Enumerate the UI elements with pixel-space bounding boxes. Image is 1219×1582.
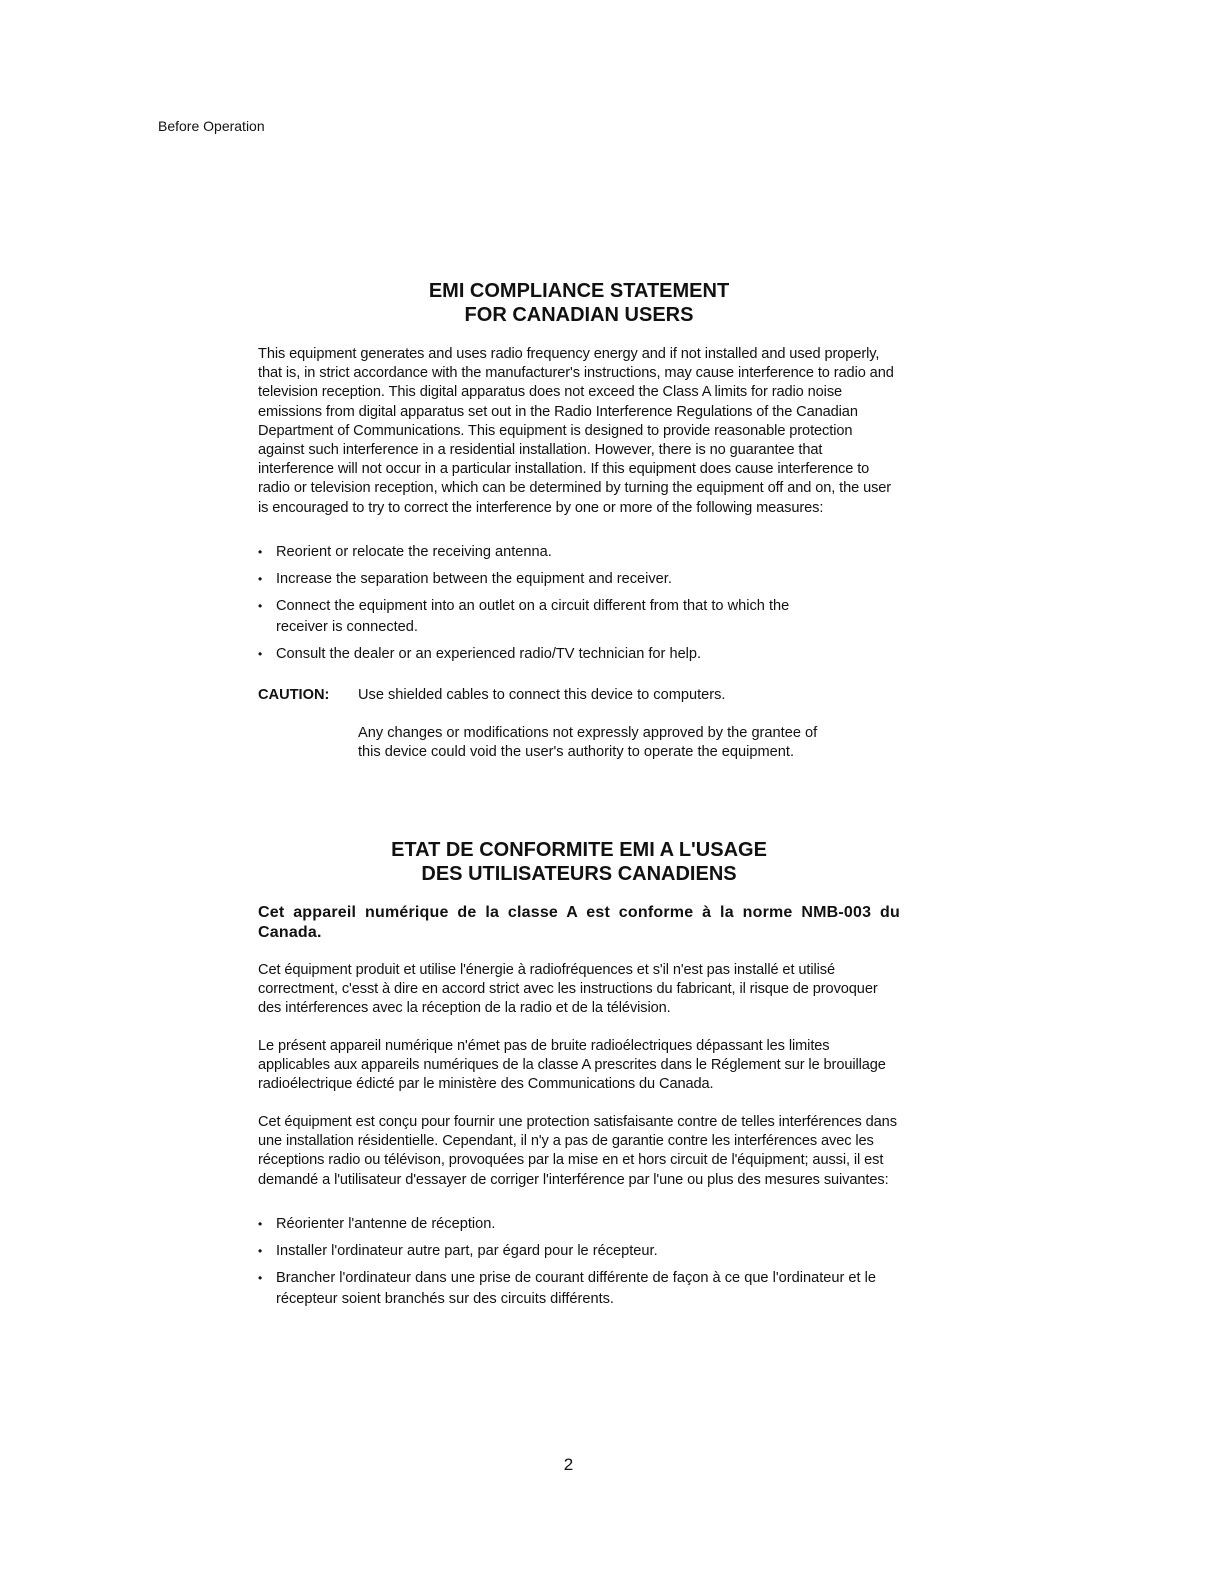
french-compliance-statement: Cet appareil numérique de la classe A est conforme à la norme NMB-003 du Canada.: [258, 904, 900, 941]
page-number: 2: [563, 1455, 574, 1474]
french-para3: [258, 1113, 900, 1190]
french-title-line1: ETAT DE CONFORMITE EMI A L'USAGE: [391, 839, 767, 861]
english-section: [258, 279, 900, 327]
list-item: • Réorienter l'antenne de réception.: [258, 1214, 900, 1235]
caution-label: CAUTION:: [258, 687, 330, 703]
bullet-icon: •: [258, 599, 263, 613]
french-bullets: [258, 1214, 900, 1316]
list-item: • Reorient or relocate the receiving antenna.: [258, 542, 900, 563]
bullet-icon: •: [258, 545, 263, 559]
english-title-line2: FOR CANADIAN USERS: [464, 304, 694, 326]
bullet-icon: •: [258, 1271, 263, 1285]
running-header: Before Operation: [158, 118, 265, 134]
french-para2: [258, 1037, 900, 1095]
list-item: • Installer l'ordinateur autre part, par égard pour le récepteur.: [258, 1241, 900, 1262]
list-item: • Connect the equipment into an outlet on a circuit different from that to which the receiver is connected.: [258, 598, 790, 635]
french-title-line2: DES UTILISATEURS CANADIENS: [421, 863, 737, 885]
french-bold-statement: [258, 903, 900, 943]
bullet-icon: •: [258, 1217, 263, 1231]
list-item: • Brancher l'ordinateur dans une prise de courant différente de façon à ce que l'ordinateur et le récepteur soient branchés sur des circuits différents.: [258, 1270, 876, 1307]
english-body-paragraph: This equipment generates and uses radio frequency energy and if not installed and used properly, that is, in strict accordance with the manufacturer's instructions, may cause interference to radio and television reception. This digital apparatus does not exceed the Class A limits for radio noise emissions from digital apparatus set out in the Radio Interference Regulations of the Canadian Department of Communications. This equipment is designed to provide reasonable protection against such interference in a residential installation. However, there is no guarantee that interference will not occur in a particular installation. If this equipment does cause interference to radio or television reception, which can be determined by turning the equipment off and on, the user is encouraged to try to correct the interference by one or more of the following measures:: [258, 346, 894, 516]
caution-text-modifications: Any changes or modifications not expressly approved by the grantee of this device could void the user's authority to operate the equipment.: [358, 725, 818, 760]
french-title: [258, 838, 900, 886]
french-paragraph-3: Cet équipment est conçu pour fournir une protection satisfaisante contre de telles interférences dans une installation résidentielle. Cependant, il n'y a pas de garantie contre les interférences avec les réceptions radio ou télévison, provoquées par la mise en et hors circuit de l'équipment; aussi, il est demandé a l'utilisateur d'essayer de corriger l'interférence par l'une ou plus des mesures suivantes:: [258, 1114, 897, 1188]
french-para1: [258, 961, 900, 1019]
bullet-icon: •: [258, 572, 263, 586]
caution-block: [258, 686, 900, 781]
list-item: • Consult the dealer or an experienced radio/TV technician for help.: [258, 644, 900, 665]
bullet-icon: •: [258, 647, 263, 661]
list-item: • Increase the separation between the equipment and receiver.: [258, 569, 900, 590]
caution-text-shielded: Use shielded cables to connect this device to computers.: [358, 687, 726, 703]
french-paragraph-2: Le présent appareil numérique n'émet pas de bruite radioélectriques dépassant les limites applicables aux appareils numériques de la classe A prescrites dans le Réglement sur le brouillage radioélectrique édicté par le ministère des Communications du Canada.: [258, 1038, 886, 1093]
english-bullets: [258, 542, 900, 671]
english-title-line1: EMI COMPLIANCE STATEMENT: [428, 280, 730, 302]
bullet-icon: •: [258, 1244, 263, 1258]
french-paragraph-1: Cet équipment produit et utilise l'énergie à radiofréquences et s'il n'est pas installé et utilisé correctment, c'esst à dire en accord strict avec les instructions du fabricant, il risque de provoquer des intérferences avec la réception de la radio et de la télévision.: [258, 962, 878, 1017]
french-bullet-list: [258, 1214, 900, 1310]
english-body: [258, 345, 900, 518]
english-bullet-list: [258, 542, 900, 665]
